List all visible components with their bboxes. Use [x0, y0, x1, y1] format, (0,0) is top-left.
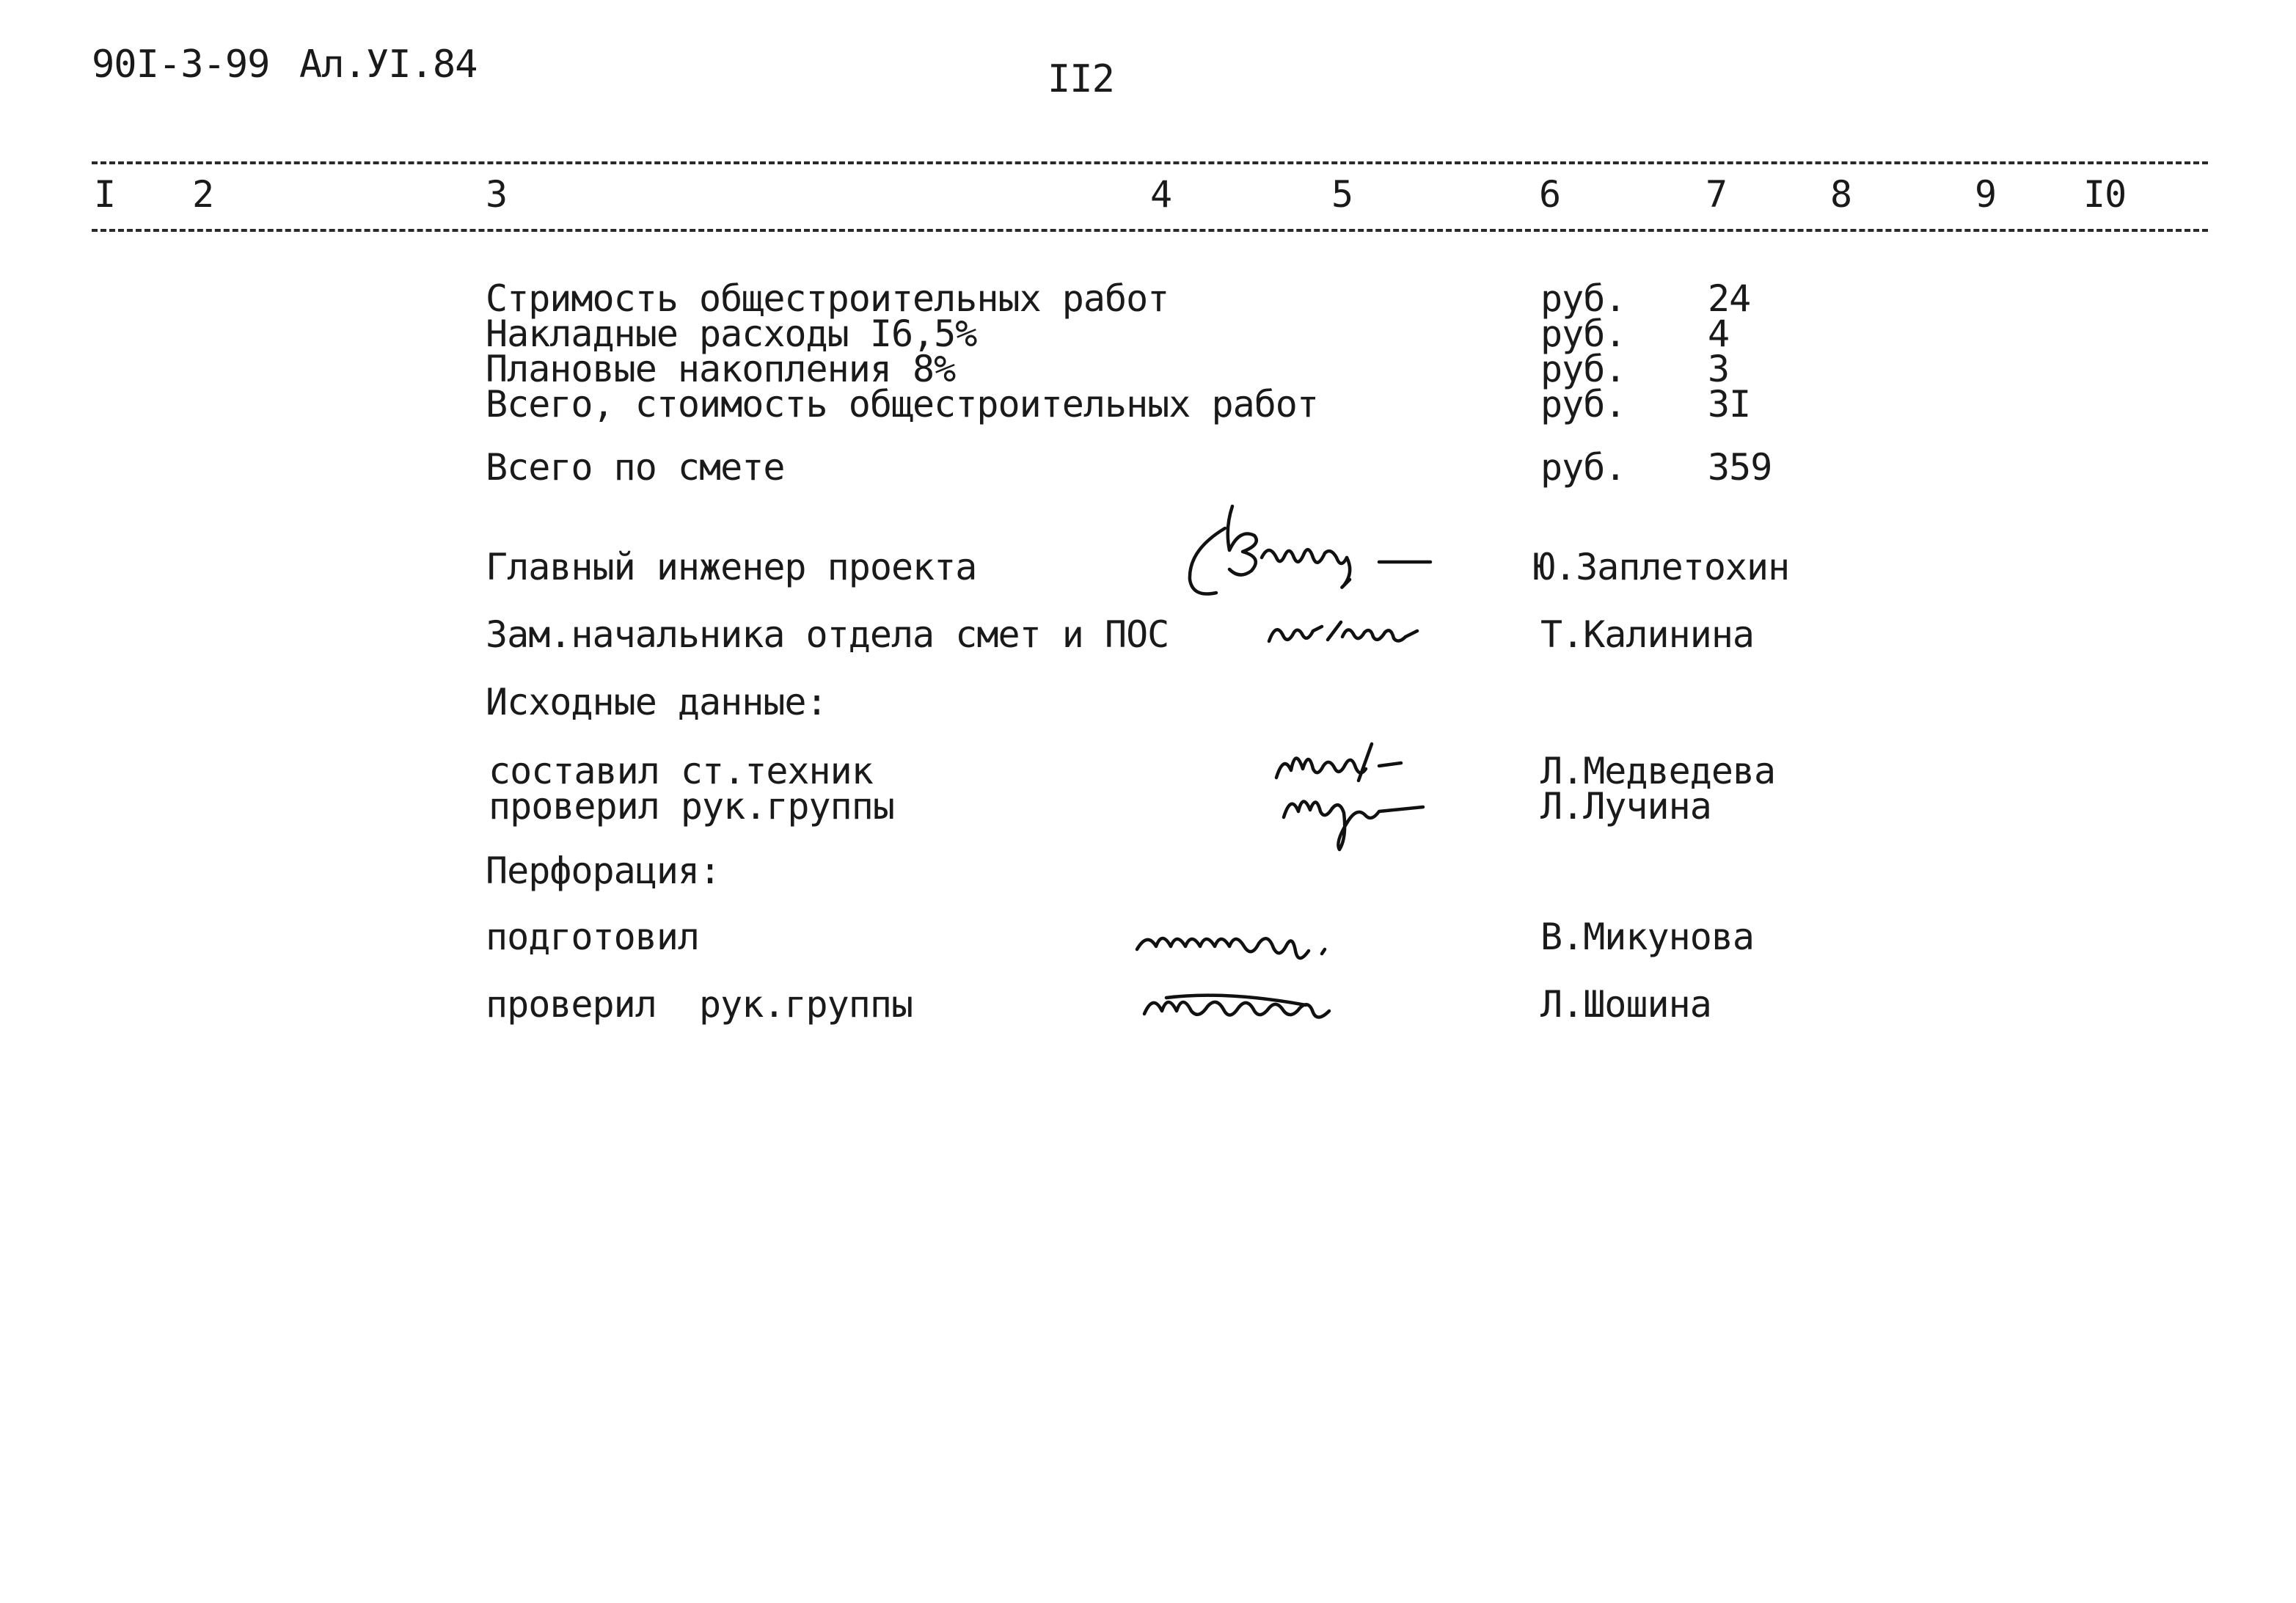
prepared-signature: [1130, 910, 1372, 968]
chief-engineer-role: Главный инженер проекта: [486, 546, 977, 588]
chief-engineer-name: Ю.Заплетохин: [1533, 546, 1790, 588]
checked-name: Л.Лучина: [1540, 785, 1711, 828]
column-number: I0: [2083, 173, 2127, 216]
column-number: 4: [1150, 173, 1172, 216]
deputy-head-name: Т.Калинина: [1540, 613, 1755, 656]
column-number: 5: [1331, 173, 1353, 216]
table-top-rule: [92, 161, 2208, 164]
document-code: 90I-3-99: [92, 43, 270, 87]
deputy-head-role: Зам.начальника отдела смет и ПОС: [486, 613, 1169, 656]
checked-role: проверил рук.группы: [489, 785, 894, 828]
cost-row-label: Плановые накопления 8%: [486, 348, 956, 390]
total-value: 359: [1708, 446, 1772, 489]
sheet-reference: Ал.УI.84: [299, 43, 478, 87]
total-label: Всего по смете: [486, 446, 785, 489]
cost-row-value: 24: [1708, 277, 1751, 320]
page-number: II2: [1048, 57, 1114, 101]
column-number: 7: [1705, 173, 1728, 216]
cost-row-value: 4: [1708, 313, 1730, 355]
cost-row-unit: руб.: [1540, 313, 1626, 355]
cost-row-value: 3I: [1708, 383, 1751, 426]
deputy-head-signature: [1262, 610, 1438, 654]
cost-row-unit: руб.: [1540, 383, 1626, 426]
cost-row-unit: руб.: [1540, 277, 1626, 320]
prepared-name: В.Микунова: [1540, 916, 1755, 958]
column-number: 9: [1975, 173, 1997, 216]
checked2-name: Л.Шошина: [1540, 983, 1711, 1026]
column-number: I: [94, 173, 116, 216]
column-number: 6: [1539, 173, 1561, 216]
cost-row-label: Всего, стоимость общестроительных работ: [486, 383, 1318, 426]
checked2-role: проверил рук.группы: [486, 983, 913, 1026]
cost-row-unit: руб.: [1540, 348, 1626, 390]
cost-row-label: Стримость общестроительных работ: [486, 277, 1169, 320]
column-number: 3: [486, 173, 508, 216]
compiled-name: Л.Медведева: [1540, 750, 1776, 792]
column-number: 2: [192, 173, 214, 216]
checked-signature: [1276, 779, 1445, 852]
cost-row-value: 3: [1708, 348, 1730, 390]
table-header-rule: [92, 229, 2208, 232]
column-number: 8: [1830, 173, 1852, 216]
checked2-signature: [1137, 976, 1379, 1034]
perforation-heading: Перфорация:: [486, 850, 721, 892]
chief-engineer-signature: [1181, 499, 1445, 609]
source-data-heading: Исходные данные:: [486, 681, 827, 723]
total-unit: руб.: [1540, 446, 1626, 489]
prepared-role: подготовил: [486, 916, 700, 958]
cost-row-label: Накладные расходы I6,5%: [486, 313, 977, 355]
compiled-role: составил ст.техник: [489, 750, 873, 792]
